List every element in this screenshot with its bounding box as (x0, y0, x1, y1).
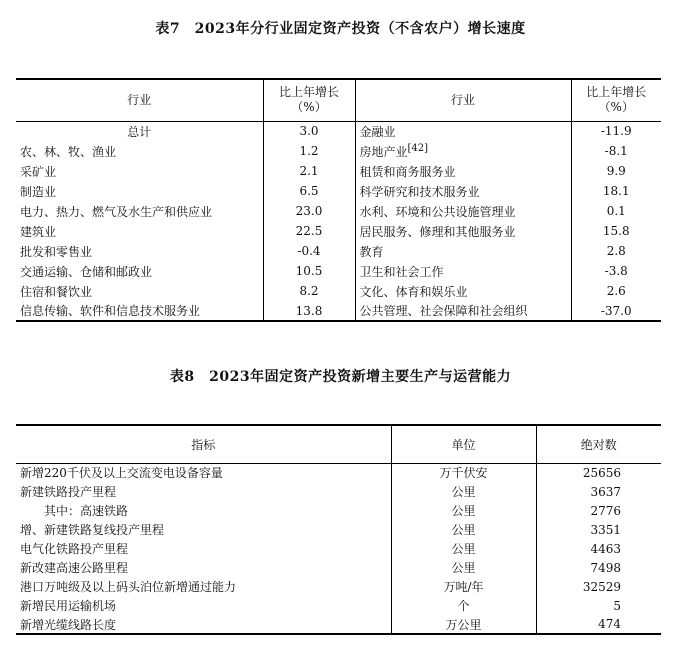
indicator-cell: 新增民用运输机场 (16, 596, 391, 615)
indicator-cell: 新改建高速公路里程 (16, 558, 391, 577)
growth-cell: 22.5 (263, 221, 355, 241)
table-row (16, 482, 661, 501)
table-row (16, 501, 661, 520)
growth-cell: -3.8 (604, 264, 628, 278)
table-row (16, 141, 661, 161)
table-row (16, 281, 661, 301)
growth-cell: 13.8 (263, 301, 355, 321)
industry-cell (355, 241, 571, 261)
industry-name: 金融业 (359, 124, 396, 139)
growth-cell: 23.0 (263, 201, 355, 221)
absolute-value-cell: 3351 (590, 522, 621, 537)
industry-cell (355, 221, 571, 241)
industry-header: 行业 (16, 79, 263, 121)
industry-cell (355, 181, 571, 201)
unit-cell: 个 (391, 596, 536, 615)
growth-header-line2: （%） (291, 100, 327, 115)
table-row (16, 301, 661, 321)
growth-cell: 1.2 (263, 141, 355, 161)
table8-header-row (16, 425, 661, 463)
growth-cell: -8.1 (604, 144, 628, 158)
indicator-cell: 电气化铁路投产里程 (16, 539, 391, 558)
growth-cell: -11.9 (600, 124, 632, 139)
indicator-header: 指标 (16, 425, 391, 463)
unit-cell: 公里 (391, 482, 536, 501)
industry-cell: 信息传输、软件和信息技术服务业 (16, 301, 263, 321)
industry-cell: 总计 (16, 121, 263, 141)
table-row (16, 615, 661, 634)
absolute-value-cell: 2776 (590, 503, 621, 518)
absolute-value-cell: 474 (536, 615, 661, 634)
indicator-cell: 增、新建铁路复线投产里程 (16, 520, 391, 539)
growth-header (263, 79, 355, 121)
industry-name: 文化、体育和娱乐业 (359, 284, 468, 299)
growth-cell: 0.1 (606, 204, 626, 218)
absolute-value-cell: 5 (613, 598, 621, 613)
indicator-cell: 新建铁路投产里程 (16, 482, 391, 501)
unit-cell: 万公里 (391, 615, 536, 634)
growth-cell: -0.4 (263, 241, 355, 261)
industry-name: 卫生和社会工作 (359, 264, 444, 279)
industry-cell (355, 161, 571, 181)
table-row (16, 577, 661, 596)
industry-cell (355, 141, 571, 161)
table-row (16, 539, 661, 558)
industry-cell (355, 301, 571, 321)
unit-cell: 公里 (391, 558, 536, 577)
absolute-value-cell: 32529 (582, 579, 621, 594)
new-capacity-table (16, 424, 661, 635)
growth-header-right (571, 79, 661, 121)
growth-cell: 15.8 (602, 224, 630, 238)
industry-name: 科学研究和技术服务业 (359, 184, 480, 199)
industry-cell: 交通运输、仓储和邮政业 (16, 261, 263, 281)
industry-cell (355, 261, 571, 281)
industry-cell (355, 201, 571, 221)
unit-cell: 公里 (391, 501, 536, 520)
absolute-value-cell: 4463 (590, 541, 621, 556)
table7-header-row (16, 79, 661, 121)
growth-cell: 8.2 (263, 281, 355, 301)
growth-header-right-line1: 比上年增长 (586, 85, 647, 100)
absolute-header: 绝对数 (536, 425, 661, 463)
table-row (16, 261, 661, 281)
absolute-value-cell: 3637 (590, 484, 621, 499)
industry-cell: 建筑业 (16, 221, 263, 241)
table-row (16, 221, 661, 241)
unit-cell: 万吨/年 (391, 577, 536, 596)
industry-name: 公共管理、社会保障和社会组织 (359, 304, 528, 318)
indicator-cell: 港口万吨级及以上码头泊位新增通过能力 (16, 577, 391, 596)
table-row (16, 161, 661, 181)
growth-cell: 6.5 (263, 181, 355, 201)
growth-header-line1: 比上年增长 (278, 85, 339, 100)
industry-cell: 住宿和餐饮业 (16, 281, 263, 301)
table-row (16, 520, 661, 539)
table-row (16, 596, 661, 615)
industry-cell: 制造业 (16, 181, 263, 201)
table-row (16, 558, 661, 577)
unit-header: 单位 (391, 425, 536, 463)
table-row (16, 201, 661, 221)
growth-cell: 3.0 (263, 121, 355, 141)
indicator-cell: 其中：高速铁路 (16, 501, 391, 520)
industry-cell: 农、林、牧、渔业 (16, 141, 263, 161)
growth-cell: 2.1 (263, 161, 355, 181)
table-row (16, 241, 661, 261)
unit-cell: 公里 (391, 539, 536, 558)
unit-cell: 公里 (391, 520, 536, 539)
industry-name: 房地产业 (359, 144, 408, 159)
industry-header-right: 行业 (355, 79, 571, 121)
indicator-cell: 新增220千伏及以上交流变电设备容量 (16, 463, 391, 482)
indicator-cell: 新增光缆线路长度 (16, 615, 391, 634)
industry-cell: 批发和零售业 (16, 241, 263, 261)
industry-cell: 采矿业 (16, 161, 263, 181)
industry-cell (355, 281, 571, 301)
industry-name: 教育 (359, 244, 384, 259)
table7-title: 表7 2023年分行业固定资产投资（不含农户）增长速度 (155, 21, 526, 37)
absolute-value-cell: 25656 (582, 465, 621, 480)
industry-investment-growth-table (16, 78, 661, 322)
growth-cell: 2.8 (606, 244, 626, 258)
growth-cell: 18.1 (602, 184, 630, 198)
table-row (16, 463, 661, 482)
growth-cell: -37.0 (571, 301, 661, 321)
growth-cell: 9.9 (606, 164, 626, 178)
industry-cell: 电力、热力、燃气及水生产和供应业 (16, 201, 263, 221)
table-row (16, 181, 661, 201)
industry-cell (355, 121, 571, 141)
industry-name: 水利、环境和公共设施管理业 (359, 204, 516, 219)
growth-cell: 2.6 (606, 284, 626, 298)
table-row (16, 121, 661, 141)
industry-name: 居民服务、修理和其他服务业 (359, 224, 516, 239)
table8-title: 表8 2023年固定资产投资新增主要生产与运营能力 (169, 369, 512, 385)
growth-cell: 10.5 (263, 261, 355, 281)
absolute-value-cell: 7498 (590, 560, 621, 575)
industry-name: 租赁和商务服务业 (359, 164, 456, 179)
growth-header-right-line2: （%） (598, 100, 634, 115)
footnote-ref[interactable]: [42] (407, 142, 429, 154)
unit-cell: 万千伏安 (391, 463, 536, 482)
